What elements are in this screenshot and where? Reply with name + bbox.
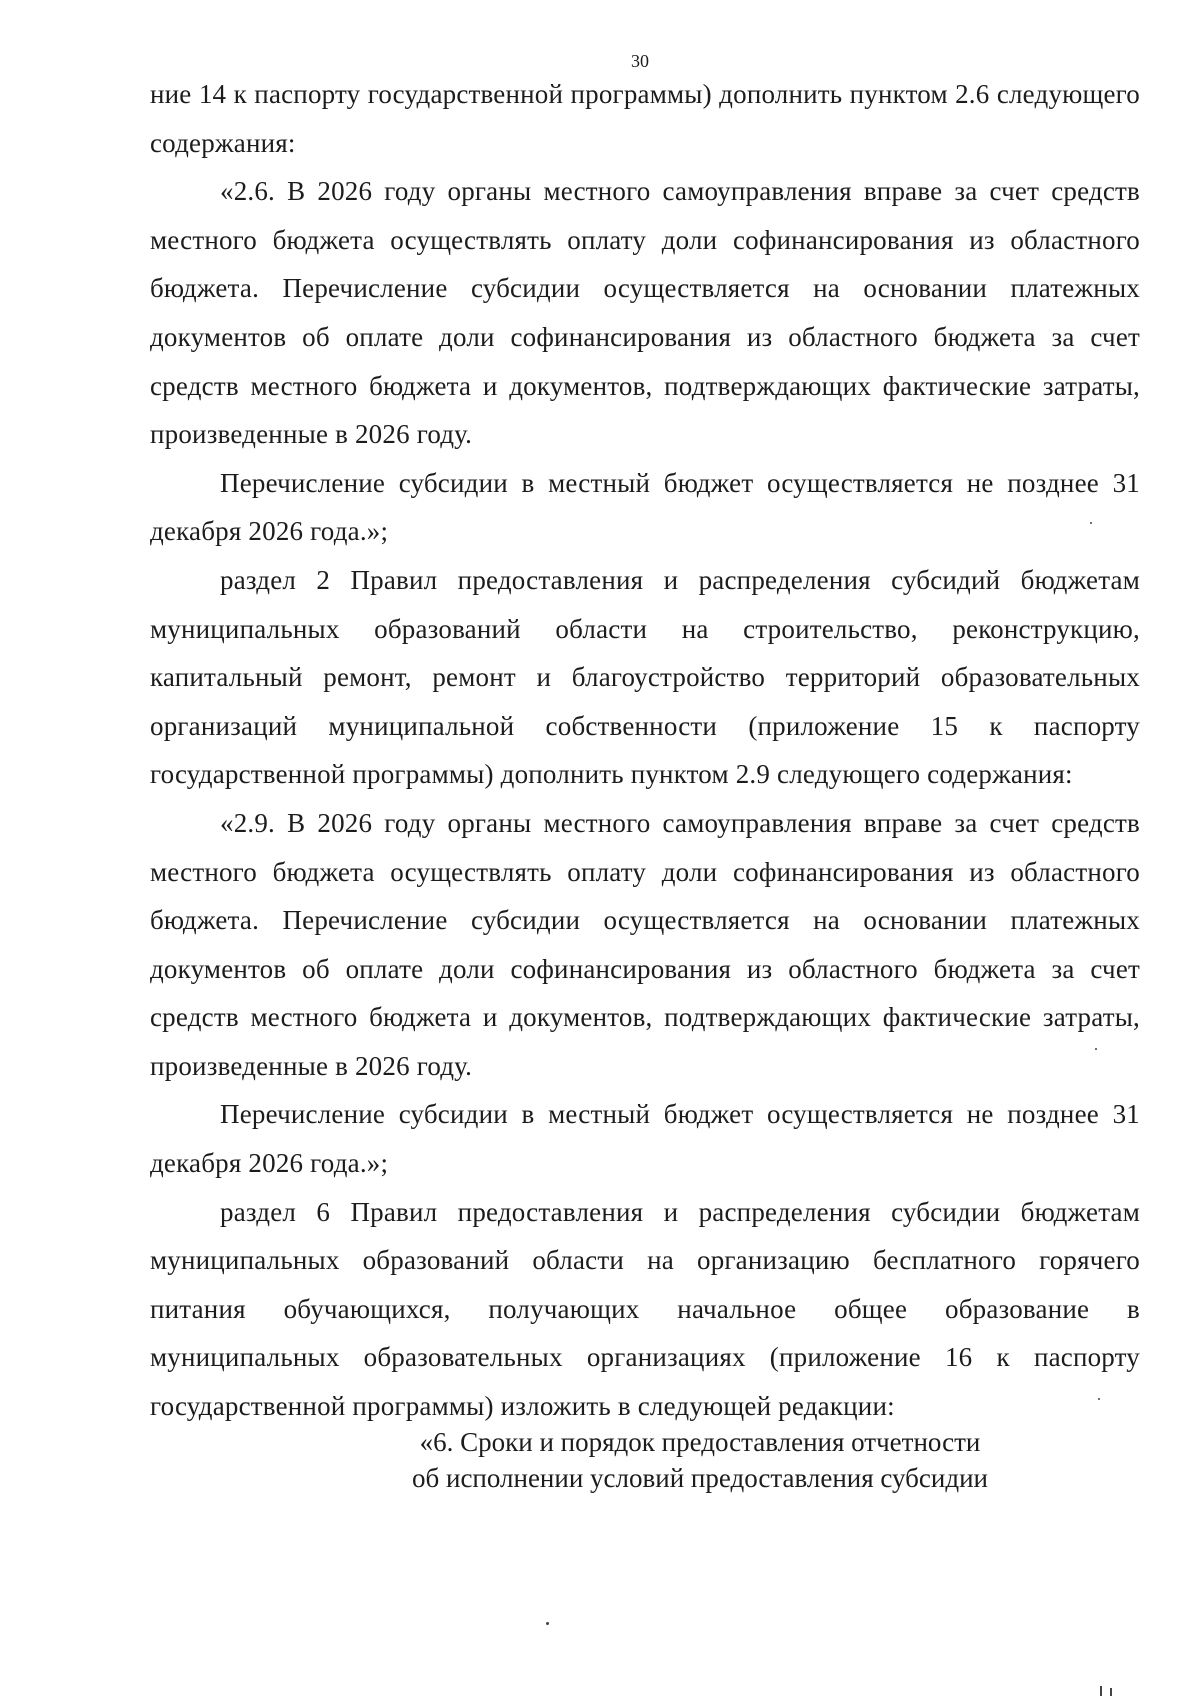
paragraph-transfer-deadline: Перечисление субсидии в местный бюджет осуществляется не позднее 31 декабря 2026 года.»;	[150, 1099, 1140, 1179]
page-number: 30	[631, 51, 649, 71]
scan-speck	[1098, 1398, 1100, 1400]
scan-speck	[1090, 522, 1092, 524]
section-heading-line: об исполнении условий предоставления субсидии	[412, 1463, 988, 1493]
scan-speck	[1100, 1686, 1102, 1696]
paragraph-transfer-deadline: Перечисление субсидии в местный бюджет осуществляется не позднее 31 декабря 2026 года.»;	[150, 467, 1140, 547]
scan-speck	[1110, 1688, 1112, 1696]
section-heading-line: «6. Сроки и порядок предоставления отчетности	[419, 1427, 981, 1457]
paragraph-continuation: ние 14 к паспорту государственной программы) дополнить пунктом 2.6 следующего содержания:	[150, 79, 1140, 158]
scan-speck	[546, 1622, 549, 1625]
paragraph-clause-2-6: «2.6. В 2026 году органы местного самоуправления вправе за счет средств местного бюджета осуществлять оплату доли софинансирования из областного бюджета. Перечисление субсидии осуществляется на основании платежных документов об оплате доли софинансирования из областного бюджета за счет средств местного бюджета и документов, подтверждающих фактические затраты, произведенные в 2026 году.	[150, 176, 1140, 450]
paragraph-section-2-amendment: раздел 2 Правил предоставления и распределения субсидий бюджетам муниципальных образований области на строительство, реконструкцию, капитальный ремонт, ремонт и благоустройство территорий образовательных организаций муниципальной собственности (приложение 15 к паспорту государственной программы) дополнить пунктом 2.9 следующего содержания:	[150, 564, 1140, 790]
document-body	[150, 70, 1140, 1431]
paragraph-clause-2-9: «2.9. В 2026 году органы местного самоуправления вправе за счет средств местного бюджета осуществлять оплату доли софинансирования из областного бюджета. Перечисление субсидии осуществляется на основании платежных документов об оплате доли софинансирования из областного бюджета за счет средств местного бюджета и документов, подтверждающих фактические затраты, произведенные в 2026 году.	[150, 807, 1140, 1081]
section-heading	[150, 1424, 1140, 1496]
scan-speck	[1095, 1048, 1097, 1050]
paragraph-section-6-amendment: раздел 6 Правил предоставления и распределения субсидии бюджетам муниципальных образований области на организацию бесплатного горячего питания обучающихся, получающих начальное общее образование в муниципальных образовательных организациях (приложение 16 к паспорту государственной программы) изложить в следующей редакции:	[150, 1196, 1140, 1422]
